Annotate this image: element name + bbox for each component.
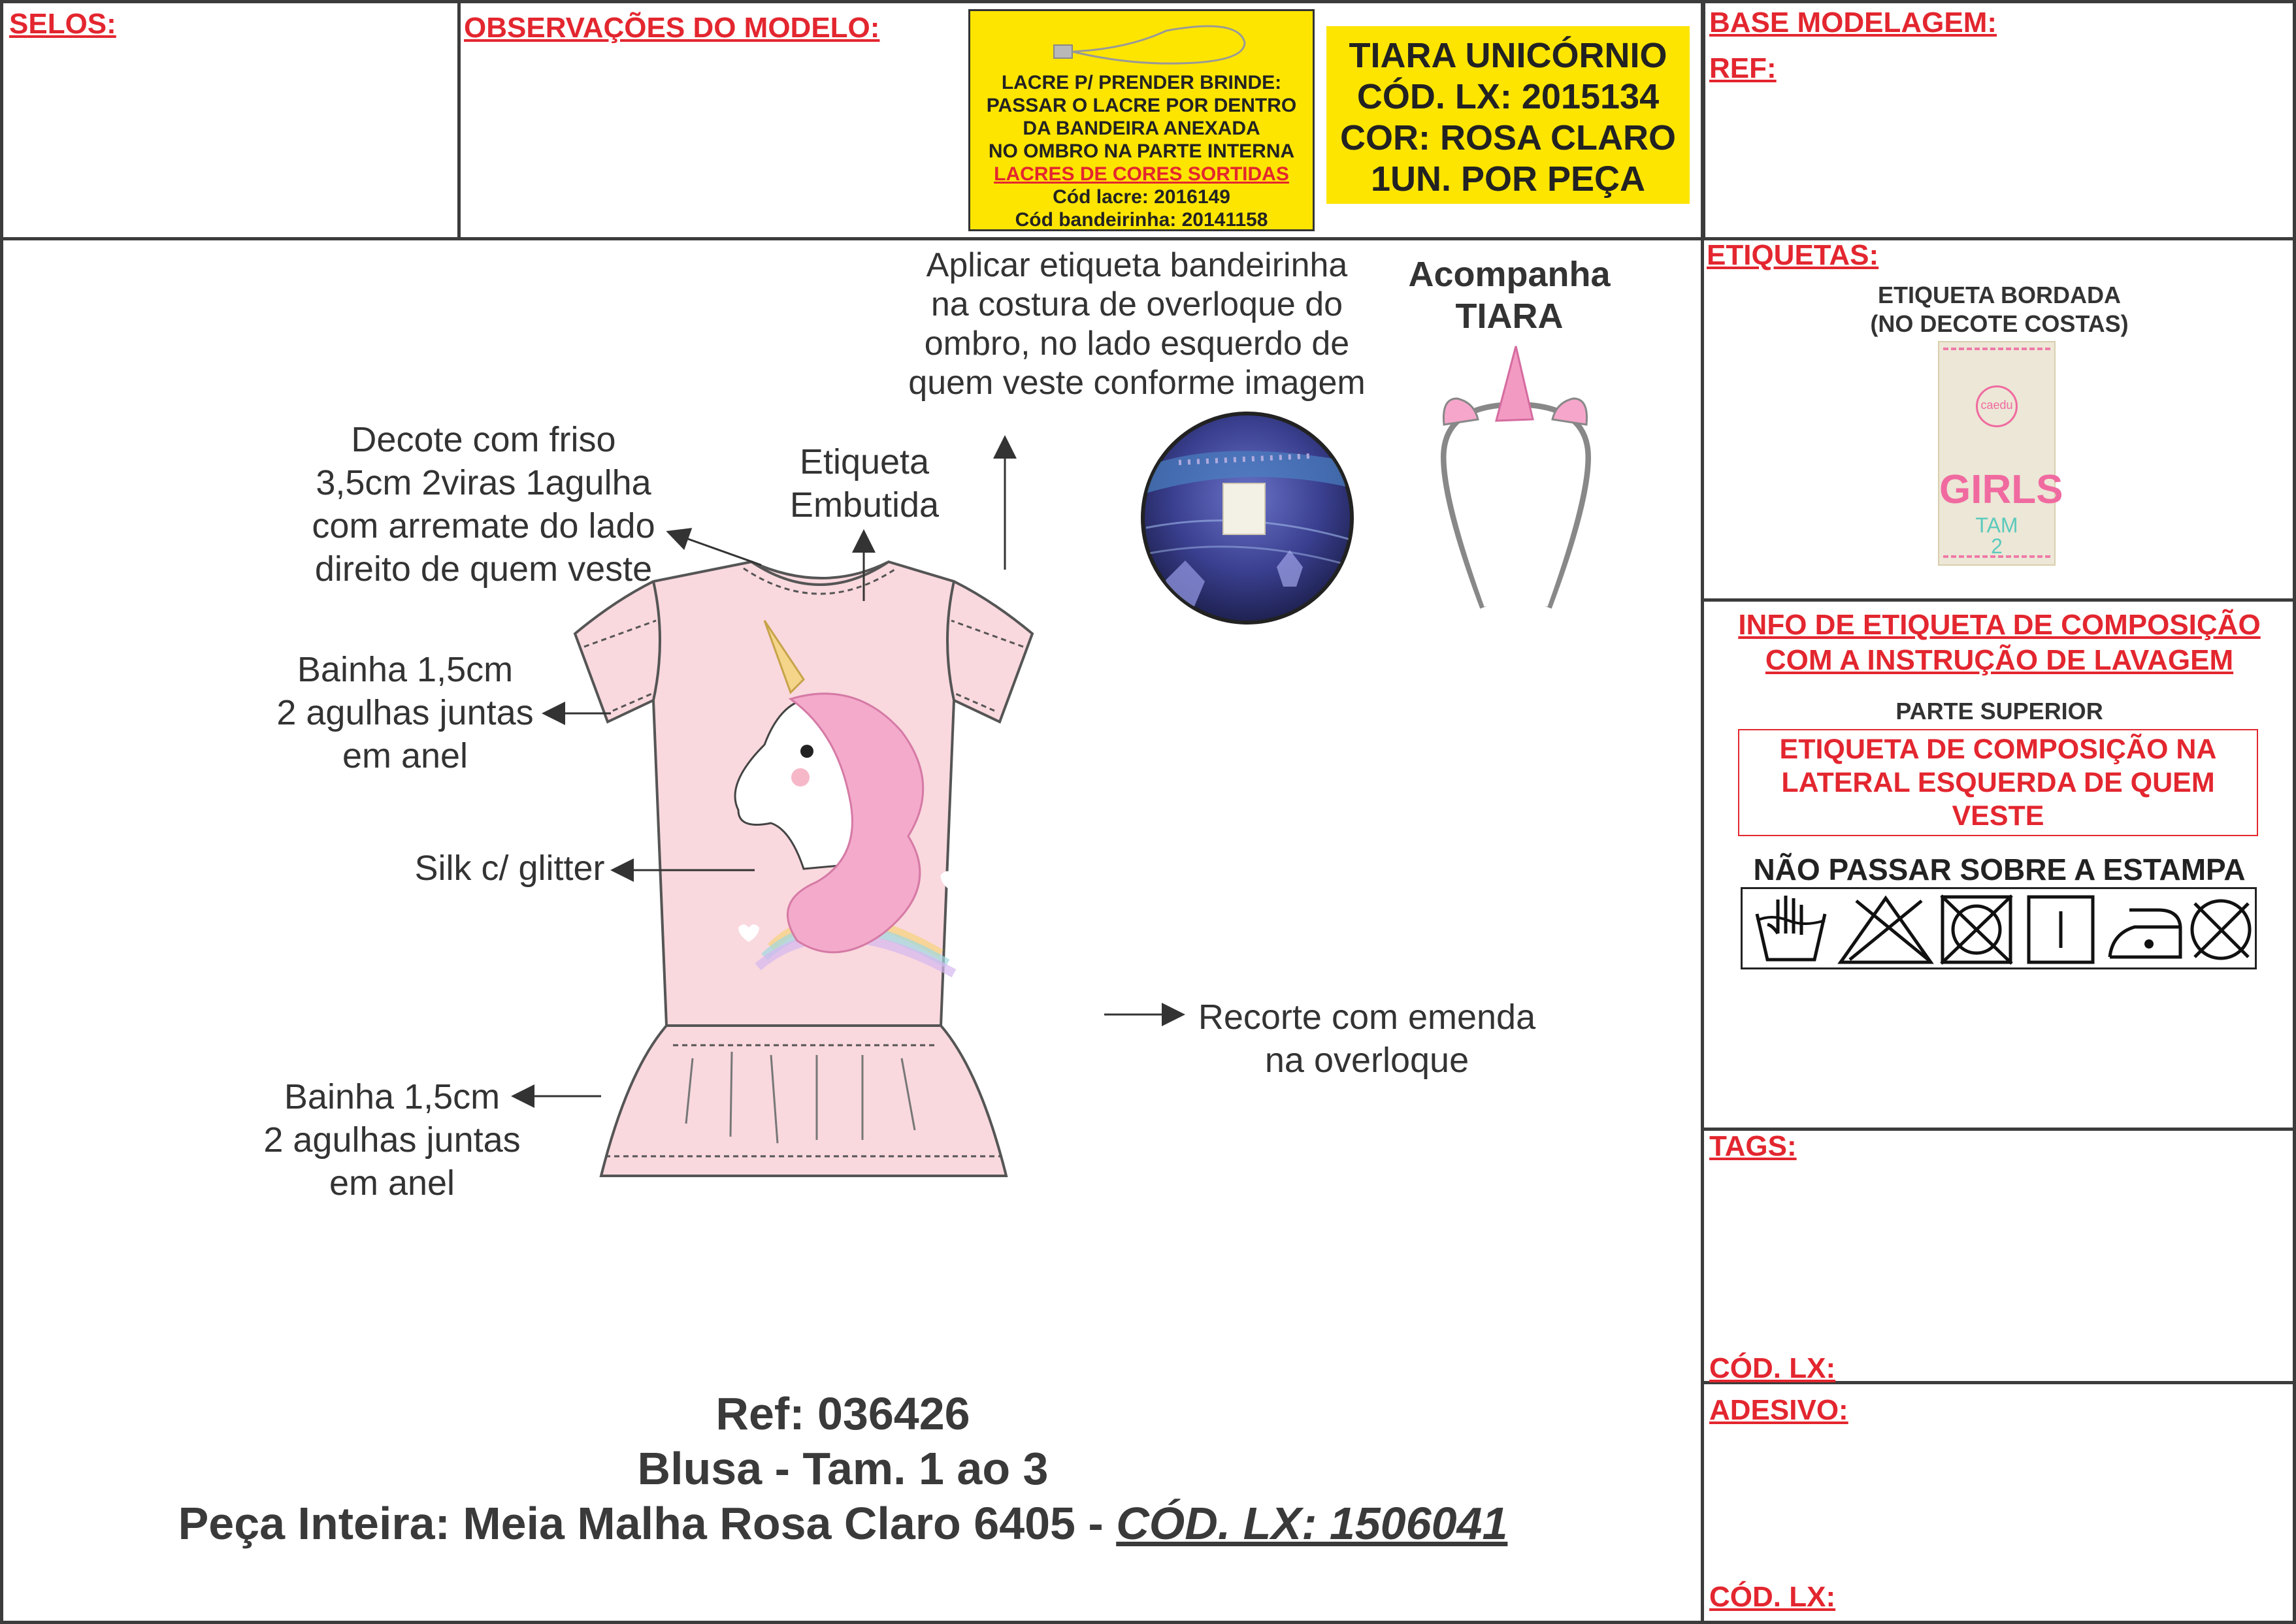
aplicar-line-2: na costura de overloque do <box>930 285 1343 323</box>
tiara-line-2: CÓD. LX: 2015134 <box>1356 77 1660 116</box>
tiara-line-4: 1UN. POR PEÇA <box>1370 159 1646 199</box>
bainha-manga-line-2: 2 agulhas juntas <box>276 693 534 732</box>
lacre-line-1: LACRE P/ PRENDER BRINDE: <box>1001 72 1282 93</box>
nao-passar-text: NÃO PASSAR SOBRE A ESTAMPA <box>1753 853 2246 886</box>
etiqueta-bordada-line-2: (NO DECOTE COSTAS) <box>1870 310 2129 337</box>
tiara-line-1: TIARA UNICÓRNIO <box>1349 36 1667 75</box>
adesivo-label: ADESIVO: <box>1709 1394 1848 1426</box>
footer-ref: Ref: 036426 <box>715 1388 970 1439</box>
bainha-barra-note <box>235 1075 549 1205</box>
tiara-line-3: COR: ROSA CLARO <box>1340 118 1676 157</box>
etiqueta-embutida-line-2: Embutida <box>789 485 940 525</box>
recorte-line-1: Recorte com emenda <box>1198 998 1536 1037</box>
base-modelagem-label: BASE MODELAGEM: <box>1709 7 1997 39</box>
etiqueta-embutida-note <box>751 440 977 527</box>
cod-lacre: Cód lacre: 2016149 <box>1053 186 1230 208</box>
recorte-note <box>1177 996 1556 1082</box>
footer-cod: CÓD. LX: 1506041 <box>1116 1498 1508 1549</box>
observacoes-label: OBSERVAÇÕES DO MODELO: <box>464 12 880 44</box>
bainha-barra-line-2: 2 agulhas juntas <box>263 1120 521 1160</box>
decote-line-4: direito de quem veste <box>314 549 653 589</box>
aplicar-line-1: Aplicar etiqueta bandeirinha <box>926 246 1348 284</box>
acompanha-line-2: TIARA <box>1455 297 1564 336</box>
girls-text: GIRLS <box>1939 467 2063 512</box>
recorte-line-2: na overloque <box>1264 1041 1469 1080</box>
selos-label: SELOS: <box>9 8 116 40</box>
footer-peca: Peça Inteira: Meia Malha Rosa Claro 6405 - <box>178 1498 1117 1549</box>
acompanha-line-1: Acompanha <box>1408 255 1611 294</box>
size-text: 2 <box>1991 534 2003 558</box>
decote-line-3: com arremate do lado <box>312 506 655 545</box>
aplicar-line-4: quem veste conforme imagem <box>908 364 1366 402</box>
lacre-line-2: PASSAR O LACRE POR DENTRO <box>986 95 1297 116</box>
parte-superior: PARTE SUPERIOR <box>1895 698 2103 724</box>
etiqueta-bordada-line-1: ETIQUETA BORDADA <box>1878 282 2121 308</box>
footer-peca-line <box>26 1496 1660 1551</box>
cod-lx-label-1: CÓD. LX: <box>1709 1352 1836 1384</box>
decote-note <box>261 418 706 591</box>
info-composicao-line-1: INFO DE ETIQUETA DE COMPOSIÇÃO <box>1738 609 2261 641</box>
decote-line-1: Decote com friso <box>351 420 616 459</box>
etiqueta-composicao-line-3: VESTE <box>1952 800 2044 832</box>
tam-text: TAM <box>1975 513 2018 537</box>
lacre-line-4: NO OMBRO NA PARTE INTERNA <box>988 140 1295 162</box>
footer-block <box>26 1386 1660 1551</box>
lacre-red-line: LACRES DE CORES SORTIDAS <box>994 163 1289 185</box>
info-composicao-line-2: COM A INSTRUÇÃO DE LAVAGEM <box>1765 644 2234 676</box>
bainha-manga-note <box>248 648 562 777</box>
bainha-manga-line-1: Bainha 1,5cm <box>297 650 514 689</box>
brand-text: caedu <box>1980 398 2013 412</box>
silk-note: Silk c/ glitter <box>414 849 605 888</box>
tags-label: TAGS: <box>1709 1130 1797 1162</box>
cod-lx-label-2: CÓD. LX: <box>1709 1581 1836 1613</box>
etiqueta-embutida-line-1: Etiqueta <box>799 442 930 481</box>
etiqueta-composicao-line-1: ETIQUETA DE COMPOSIÇÃO NA <box>1779 734 2217 765</box>
ref-label: REF: <box>1709 52 1777 84</box>
etiquetas-label: ETIQUETAS: <box>1707 239 1879 271</box>
cod-bandeirinha: Cód bandeirinha: 20141158 <box>1015 209 1268 231</box>
decote-line-2: 3,5cm 2viras 1agulha <box>316 463 651 502</box>
bainha-barra-line-3: em anel <box>329 1163 455 1203</box>
lacre-line-3: DA BANDEIRA ANEXADA <box>1023 118 1260 139</box>
bainha-manga-line-3: em anel <box>342 736 468 775</box>
footer-blusa: Blusa - Tam. 1 ao 3 <box>637 1443 1049 1494</box>
etiqueta-composicao-line-2: LATERAL ESQUERDA DE QUEM <box>1781 767 2215 798</box>
bainha-barra-line-1: Bainha 1,5cm <box>284 1077 500 1116</box>
aplicar-line-3: ombro, no lado esquerdo de <box>924 325 1350 363</box>
